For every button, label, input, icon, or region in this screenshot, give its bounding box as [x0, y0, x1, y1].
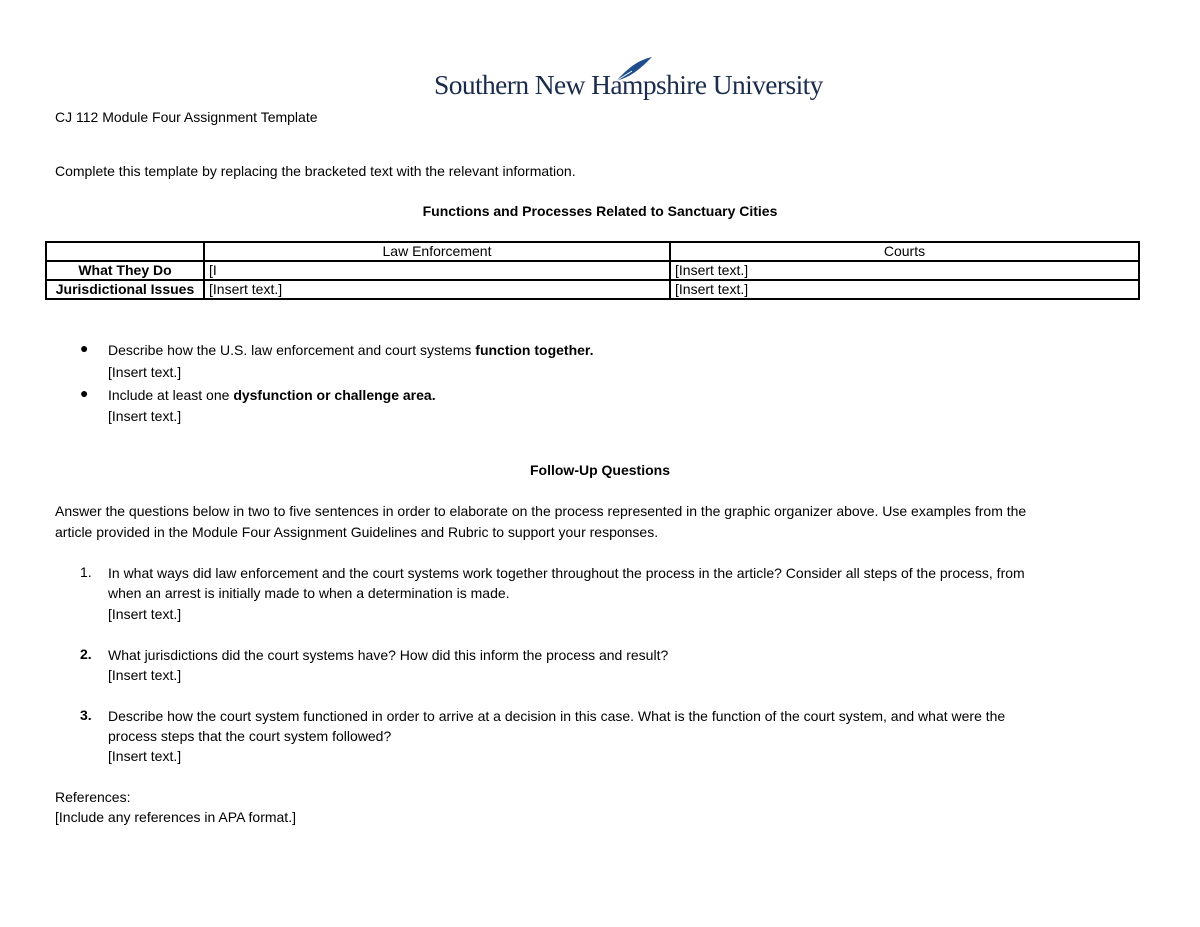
followup-title: Follow-Up Questions — [530, 462, 670, 478]
followup-intro: Answer the questions below in two to five sentences in order to elaborate on the process represented in the graphic organizer above. Use examples from the — [55, 503, 1027, 519]
question-text: Describe how the court system functioned in order to arrive at a decision in this case. What is the function of the court system, and what were the — [108, 708, 1006, 724]
row-label-jurisdictional-issues: Jurisdictional Issues — [46, 280, 204, 299]
question-text: when an arrest is initially made to when a determination is made. — [108, 585, 510, 601]
table-title: Functions and Processes Related to Sanctuary Cities — [422, 203, 778, 219]
cell-courts-what-they-do[interactable]: [Insert text.] — [670, 261, 1139, 280]
table-row — [46, 280, 1139, 299]
question-number: 2. — [80, 646, 92, 662]
question-text: What jurisdictions did the court systems have? How did this inform the process and result? — [108, 647, 669, 663]
question-answer[interactable]: [Insert text.] — [108, 748, 182, 764]
organizer-table — [45, 241, 1140, 300]
question-answer[interactable]: [Insert text.] — [108, 667, 182, 683]
logo-text: Southern New Hampshire University — [434, 69, 823, 100]
instructions-text: Complete this template by replacing the bracketed text with the relevant information. — [55, 163, 576, 179]
question-text: process steps that the court system followed? — [108, 728, 392, 744]
cell-law-jurisdictional[interactable]: [Insert text.] — [204, 280, 670, 299]
bullet-answer[interactable]: [Insert text.] — [108, 408, 182, 424]
bullet-item: Describe how the U.S. law enforcement and court systems function together. — [108, 342, 594, 358]
document-title: CJ 112 Module Four Assignment Template — [55, 109, 318, 125]
question-text: In what ways did law enforcement and the court systems work together throughout the process in the article? Consider all steps of the process, from — [108, 565, 1025, 581]
references-text[interactable]: [Include any references in APA format.] — [55, 809, 296, 825]
table-row — [46, 261, 1139, 280]
table-header-courts: Courts — [670, 242, 1139, 261]
table-header-cell — [46, 242, 204, 261]
question-number: 3. — [80, 707, 92, 723]
references-label: References: — [55, 789, 131, 805]
table-header-law-enforcement: Law Enforcement — [204, 242, 670, 261]
cell-courts-jurisdictional[interactable]: [Insert text.] — [670, 280, 1139, 299]
bullet-icon: ● — [80, 340, 89, 356]
cell-law-what-they-do[interactable]: [I — [204, 261, 670, 280]
question-answer[interactable]: [Insert text.] — [108, 606, 182, 622]
bullet-icon: ● — [80, 385, 89, 401]
question-number: 1. — [80, 564, 92, 580]
row-label-what-they-do: What They Do — [46, 261, 204, 280]
bullet-item: Include at least one dysfunction or challenge area. — [108, 387, 436, 403]
snhu-logo — [434, 55, 823, 105]
followup-intro: article provided in the Module Four Assignment Guidelines and Rubric to support your responses. — [55, 524, 659, 540]
table-header-row — [46, 242, 1139, 261]
bullet-answer[interactable]: [Insert text.] — [108, 364, 182, 380]
